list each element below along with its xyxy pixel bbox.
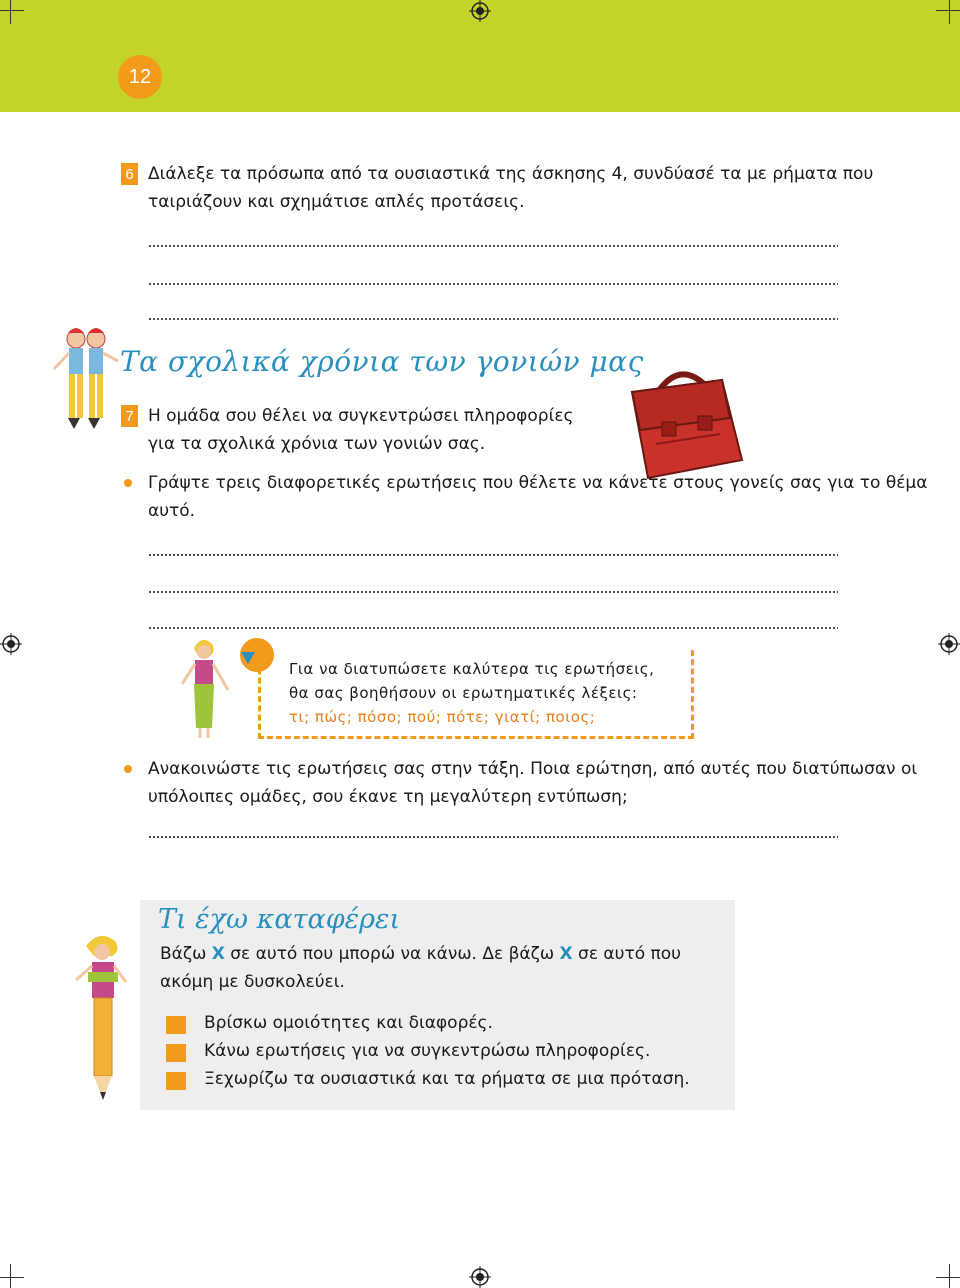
- exercise-7-line1: Η ομάδα σου θέλει να συγκεντρώσει πληροφορίες: [148, 406, 574, 426]
- crop-mark: [10, 1264, 11, 1288]
- crop-mark: [936, 1277, 960, 1278]
- intro-text: σε αυτό που: [578, 944, 681, 964]
- section-title: Τα σχολικά χρόνια των γονιών μας: [120, 345, 644, 378]
- tip-question-words: τι; πώς; πόσο; πού; πότε; γιατί; ποιος;: [289, 708, 596, 726]
- bullet-icon: [124, 765, 132, 773]
- exercise-number-badge: [121, 163, 138, 185]
- crop-mark: [10, 0, 11, 24]
- bullet-1-line2: αυτό.: [148, 501, 196, 521]
- page-number-badge: [118, 55, 162, 99]
- answer-line[interactable]: [148, 836, 838, 838]
- checkbox[interactable]: [166, 1016, 186, 1034]
- answer-line[interactable]: [148, 554, 838, 556]
- answer-line[interactable]: [148, 245, 838, 247]
- exercise-number: 7: [125, 407, 134, 425]
- girl-illustration-icon: [176, 634, 236, 742]
- checkbox[interactable]: [166, 1044, 186, 1062]
- answer-line[interactable]: [148, 318, 838, 320]
- crop-mark: [949, 0, 950, 24]
- intro-text: Βάζω: [160, 944, 207, 964]
- exercise-number: 6: [125, 165, 134, 183]
- registration-mark-icon: [469, 1266, 491, 1288]
- checklist-item: Κάνω ερωτήσεις για να συγκεντρώσω πληροφορίες.: [204, 1041, 651, 1061]
- x-mark-icon: X: [211, 944, 225, 964]
- registration-mark-icon: [469, 0, 491, 22]
- checklist-item: Ξεχωρίζω τα ουσιαστικά και τα ρήματα σε μια πρόταση.: [204, 1069, 690, 1089]
- tip-line1: Για να διατυπώσετε καλύτερα τις ερωτήσεις,: [289, 660, 655, 678]
- self-assessment-intro-line2: ακόμη με δυσκολεύει.: [160, 972, 345, 992]
- bullet-icon: [124, 479, 132, 487]
- bullet-1-line1: Γράψτε τρεις διαφορετικές ερωτήσεις που θέλετε να κάνετε στους γονείς σας για το θέμα: [148, 473, 928, 493]
- bullet-2-line2: υπόλοιπες ομάδες, σου έκανε τη μεγαλύτερη εντύπωση;: [148, 787, 628, 807]
- crop-mark: [936, 10, 960, 11]
- checklist-item: Βρίσκω ομοιότητες και διαφορές.: [204, 1013, 493, 1033]
- crop-mark: [949, 1264, 950, 1288]
- answer-line[interactable]: [148, 283, 838, 285]
- girl-on-pencil-illustration-icon: [66, 930, 138, 1110]
- registration-mark-icon: [0, 633, 22, 655]
- children-illustration-icon: [48, 325, 124, 435]
- answer-line[interactable]: [148, 591, 838, 593]
- exercise-6-line2: ταιριάζουν και σχημάτισε απλές προτάσεις.: [148, 192, 525, 212]
- answer-line[interactable]: [148, 627, 838, 629]
- tip-arrow-icon: [241, 652, 255, 664]
- tip-line2: θα σας βοηθήσουν οι ερωτηματικές λέξεις:: [289, 684, 638, 702]
- crop-mark: [0, 1277, 24, 1278]
- self-assessment-intro: [160, 940, 681, 968]
- registration-mark-icon: [938, 633, 960, 655]
- schoolbag-illustration-icon: [618, 352, 750, 484]
- intro-text: σε αυτό που μπορώ να κάνω. Δε βάζω: [230, 944, 555, 964]
- bullet-2-line1: Ανακοινώστε τις ερωτήσεις σας στην τάξη. Ποια ερώτηση, από αυτές που διατύπωσαν οι: [148, 759, 918, 779]
- exercise-6-line1: Διάλεξε τα πρόσωπα από τα ουσιαστικά της άσκησης 4, συνδύασέ τα με ρήματα που: [148, 164, 874, 184]
- x-mark-icon: X: [559, 944, 573, 964]
- self-assessment-title: Τι έχω καταφέρει: [158, 904, 401, 935]
- exercise-7-line2: για τα σχολικά χρόνια των γονιών σας.: [148, 434, 486, 454]
- page-number: 12: [128, 65, 152, 88]
- crop-mark: [0, 10, 24, 11]
- checkbox[interactable]: [166, 1072, 186, 1090]
- exercise-number-badge: [121, 405, 138, 427]
